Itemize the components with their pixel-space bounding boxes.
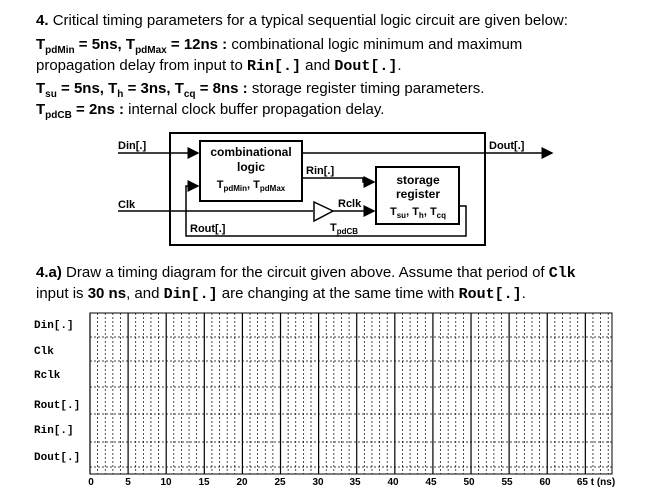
tsu-symbol: T bbox=[36, 80, 46, 97]
th-symbol: T bbox=[108, 80, 118, 97]
reg-t1: T bbox=[389, 206, 397, 218]
row-label-clk: Clk bbox=[34, 346, 54, 358]
time-tick-label: 65 t (ns) bbox=[576, 477, 616, 488]
reg-s3: cq bbox=[436, 211, 447, 220]
rin-label: Rin[.] bbox=[306, 165, 335, 177]
dout-label: Dout[.] bbox=[489, 140, 525, 152]
problem-intro: Critical timing parameters for a typical sequential logic circuit are given below: bbox=[52, 12, 568, 29]
part-a-text2b: , and bbox=[126, 285, 164, 302]
reg-s2: h bbox=[418, 211, 424, 220]
row-label-dout: Dout[.] bbox=[34, 452, 81, 464]
reg-title-1: storage bbox=[396, 173, 440, 187]
din-label: Din[.] bbox=[118, 140, 147, 152]
part-a-rout-code: Rout[.] bbox=[458, 286, 522, 303]
reg-title-2: register bbox=[395, 187, 441, 201]
tpdmin-subscript: pdMin bbox=[45, 45, 75, 56]
comb-title-2: logic bbox=[236, 160, 266, 174]
problem-number: 4. bbox=[36, 12, 49, 29]
tcq-symbol: T bbox=[174, 80, 184, 97]
time-tick-label: 45 bbox=[425, 477, 437, 488]
comb-t2: T bbox=[253, 179, 260, 191]
time-tick-label: 50 bbox=[463, 477, 475, 488]
part-a-text2a: input is bbox=[36, 285, 88, 302]
comb-s2: pdMax bbox=[259, 184, 286, 193]
row-label-rout: Rout[.] bbox=[34, 400, 81, 412]
row-label-din: Din[.] bbox=[34, 320, 74, 332]
part-a-period: 30 ns bbox=[87, 285, 127, 302]
time-tick-label: 35 bbox=[349, 477, 361, 488]
part-a-text1: Draw a timing diagram for the circuit given above. Assume that period of bbox=[61, 264, 549, 281]
time-tick-label: 20 bbox=[236, 477, 248, 488]
th-subscript: h bbox=[117, 89, 124, 100]
reg-t2: T bbox=[412, 206, 419, 218]
part-a-din-code: Din[.] bbox=[163, 286, 218, 303]
tpdcb-value: = 2ns : bbox=[71, 101, 129, 118]
row-label-rin: Rin[.] bbox=[34, 425, 74, 437]
part-a-label: 4.a) bbox=[36, 264, 62, 281]
tsu-value: = 5ns, bbox=[56, 80, 109, 97]
time-tick-label: 5 bbox=[125, 477, 131, 488]
tpdcb-subscript: pdCB bbox=[45, 110, 72, 121]
rin-code: Rin[.] bbox=[246, 58, 301, 75]
comb-s1: pdMin bbox=[223, 184, 248, 193]
propagation-and: and bbox=[300, 57, 335, 74]
time-tick-label: 40 bbox=[387, 477, 399, 488]
tpdmax-value: = 12ns : bbox=[166, 36, 232, 53]
clk-label: Clk bbox=[118, 199, 136, 211]
reg-sep1: , bbox=[406, 206, 413, 218]
row-label-rclk: Rclk bbox=[34, 370, 61, 382]
tcq-value: = 8ns : bbox=[195, 80, 252, 97]
comb-sep: , bbox=[247, 179, 254, 191]
rout-label: Rout[.] bbox=[190, 223, 226, 235]
tpd-description: combinational logic minimum and maximum bbox=[231, 36, 523, 53]
time-tick-label: 25 bbox=[274, 477, 286, 488]
time-tick-label: 55 bbox=[501, 477, 513, 488]
time-tick-label: 0 bbox=[88, 477, 94, 488]
part-a-clk-code: Clk bbox=[548, 265, 576, 282]
time-tick-label: 15 bbox=[198, 477, 210, 488]
tsu-subscript: su bbox=[45, 89, 57, 100]
tpdcb-symbol: T bbox=[36, 101, 46, 118]
tpdmax-symbol: T bbox=[125, 36, 136, 53]
time-tick-label: 30 bbox=[312, 477, 324, 488]
rclk-label: Rclk bbox=[338, 198, 362, 210]
reg-s1: su bbox=[396, 211, 407, 220]
dout-code: Dout[.] bbox=[334, 58, 398, 75]
reg-t3: T bbox=[429, 206, 437, 218]
tpdmax-subscript: pdMax bbox=[135, 45, 167, 56]
reg-sep2: , bbox=[423, 206, 430, 218]
comb-title-1: combinational bbox=[210, 145, 292, 159]
time-tick-label: 10 bbox=[160, 477, 172, 488]
th-value: = 3ns, bbox=[123, 80, 175, 97]
tcq-subscript: cq bbox=[183, 89, 196, 100]
register-params-description: storage register timing parameters. bbox=[251, 80, 485, 97]
tpdmin-symbol: T bbox=[36, 36, 46, 53]
propagation-text: propagation delay from input to bbox=[36, 57, 247, 74]
propagation-period: . bbox=[397, 57, 402, 74]
part-a-text2c: are changing at the same time with bbox=[217, 285, 459, 302]
buf-t: T bbox=[330, 222, 337, 234]
time-tick-label: 60 bbox=[539, 477, 551, 488]
part-a-text2d: . bbox=[521, 285, 526, 302]
comb-t1: T bbox=[216, 179, 224, 191]
clock-buffer-description: internal clock buffer propagation delay. bbox=[128, 101, 385, 118]
buf-s: pdCB bbox=[336, 227, 359, 236]
tpdmin-value: = 5ns, bbox=[74, 36, 126, 53]
